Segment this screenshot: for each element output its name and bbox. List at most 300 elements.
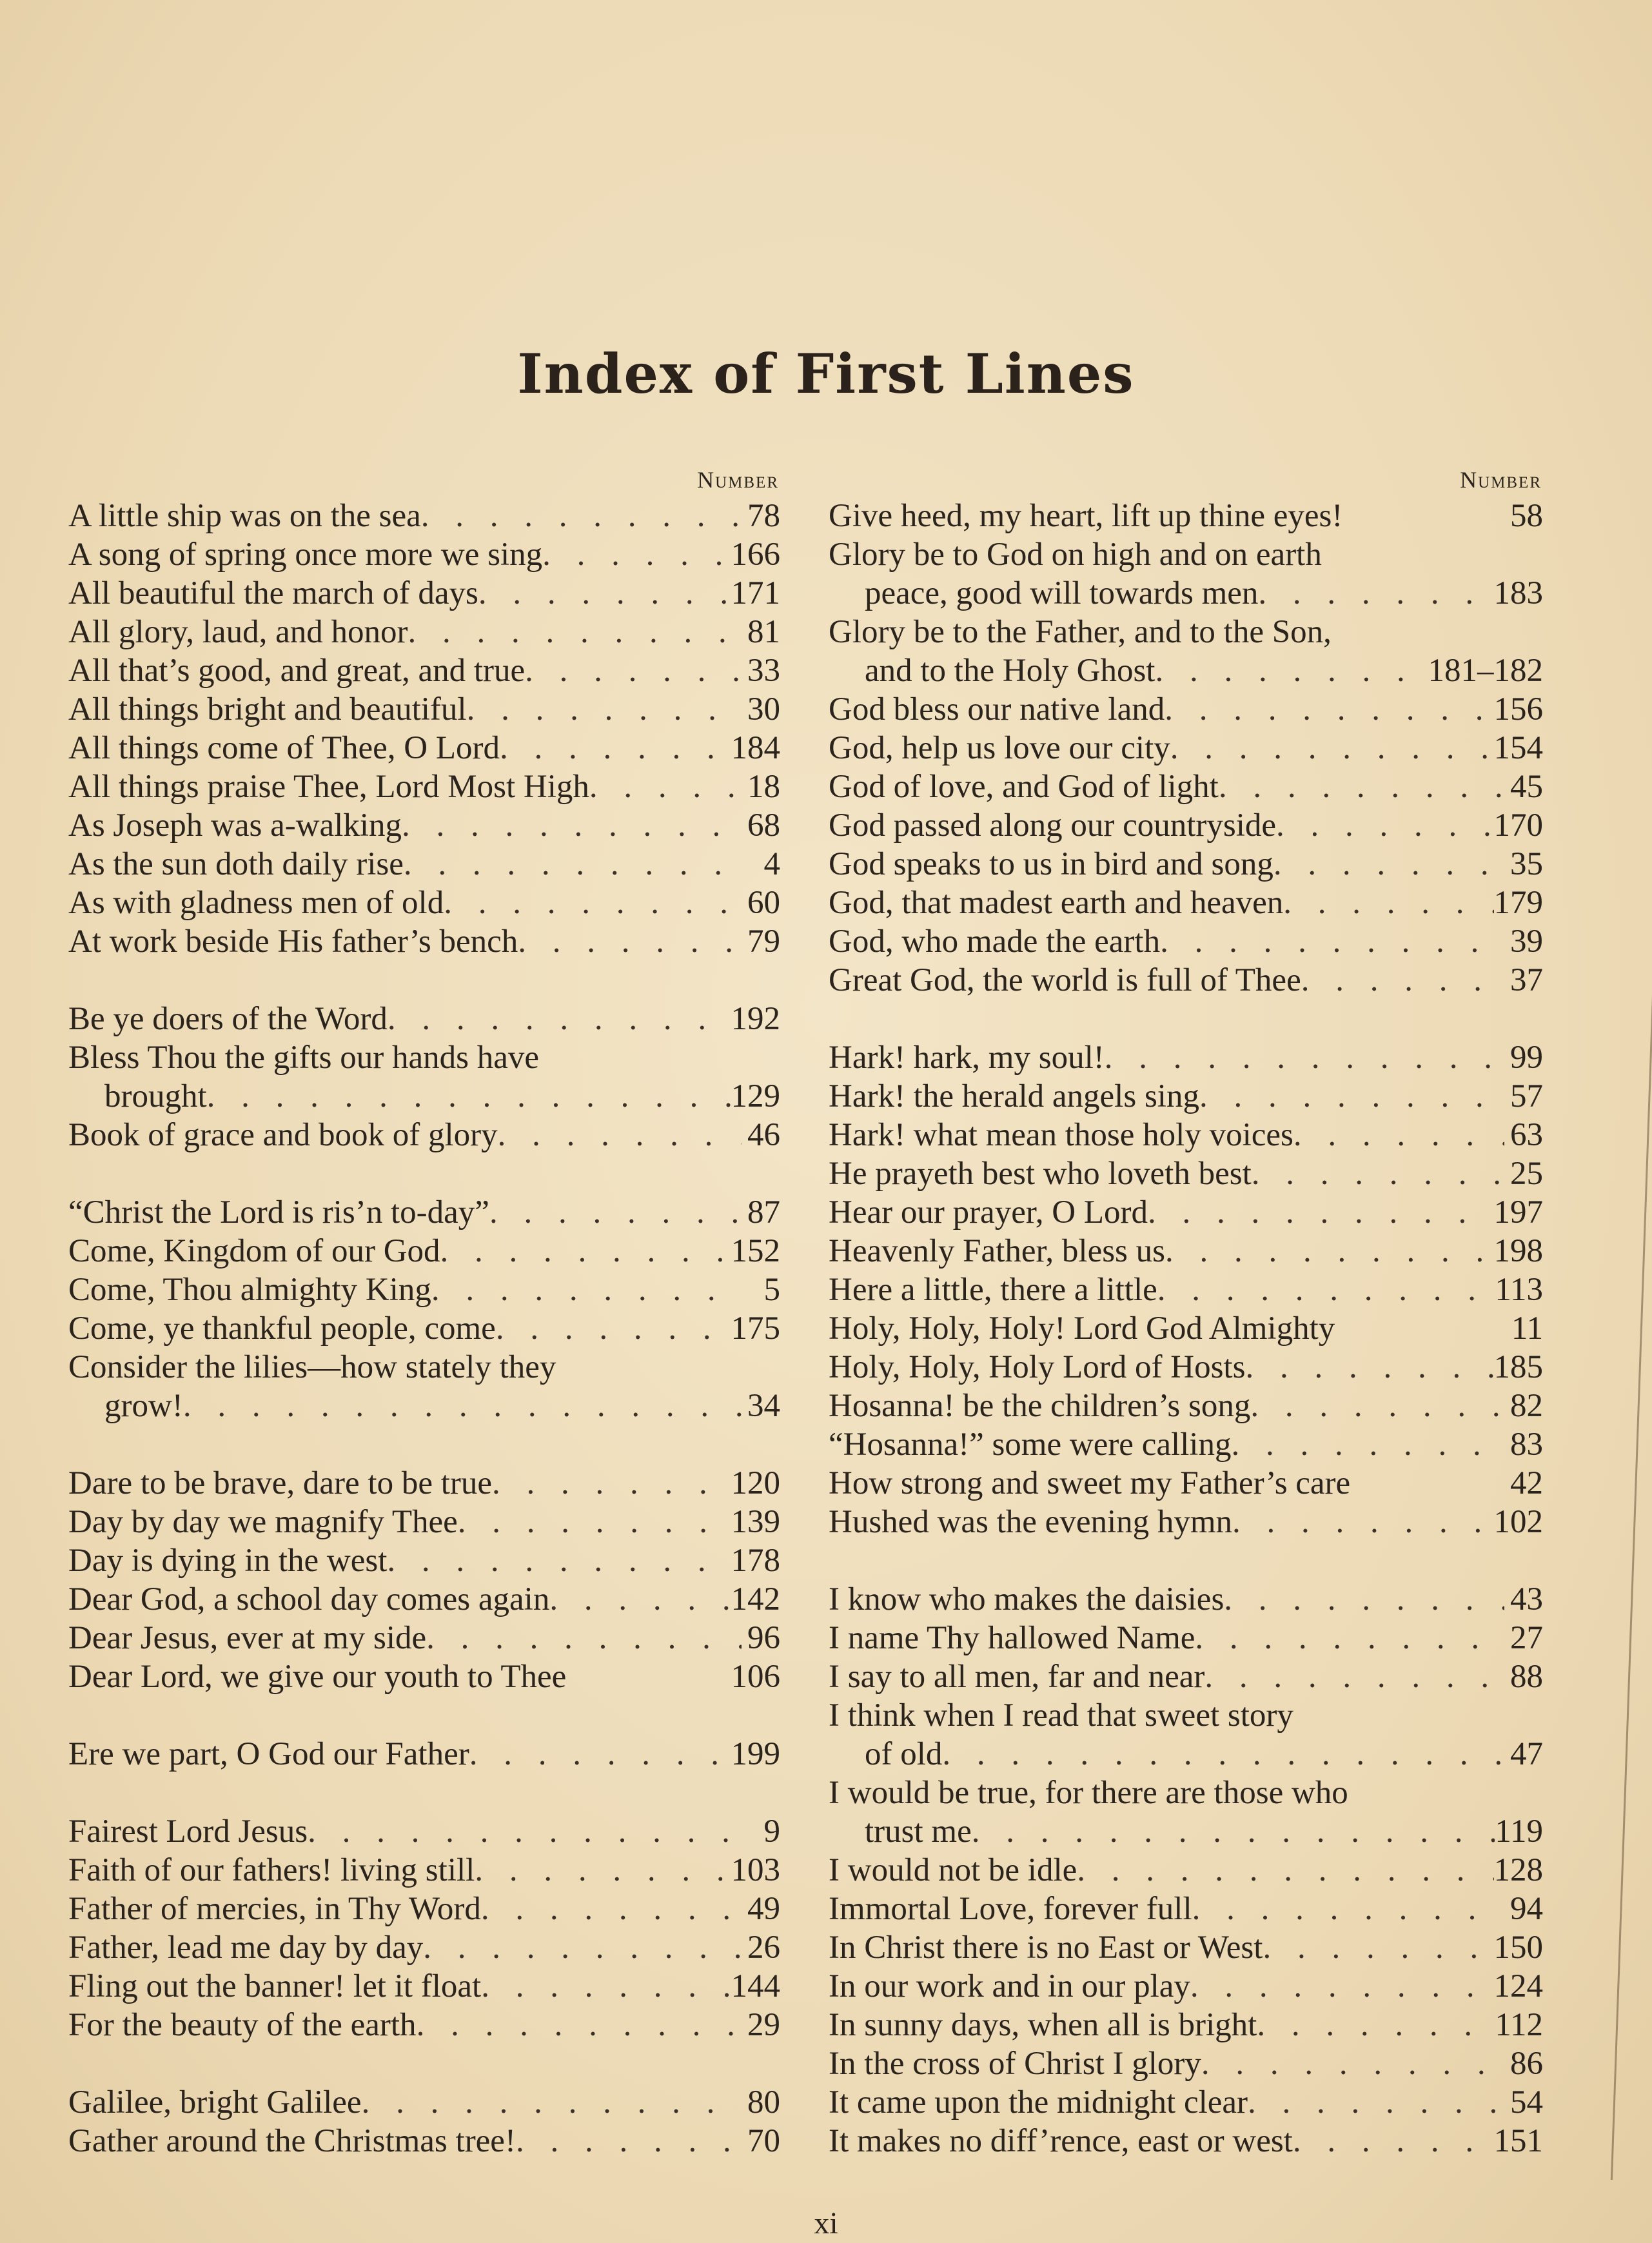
leader-dots	[1248, 2083, 1504, 2122]
index-entry-continuation	[829, 651, 1543, 690]
first-line-text: Hark! the herald angels sing	[829, 1078, 1199, 1114]
leader-dots	[516, 2122, 742, 2160]
leader-dots	[525, 651, 742, 690]
leader-dots	[1192, 1890, 1504, 1928]
leader-dots	[1258, 574, 1493, 613]
first-line-text: In our work and in our play	[829, 1968, 1190, 2004]
first-line-text: Hark! hark, my soul!	[829, 1040, 1105, 1076]
leader-dots	[1273, 845, 1504, 884]
index-entry	[829, 2083, 1543, 2122]
leader-dots	[1205, 1657, 1504, 1696]
hymn-number: 181–182	[1428, 653, 1543, 689]
first-line-text: I would be true, for there are those who	[829, 1775, 1348, 1811]
leader-dots	[1232, 1503, 1493, 1541]
hymn-number: 119	[1495, 1813, 1543, 1850]
index-entry	[68, 690, 780, 729]
index-entry	[829, 1425, 1543, 1464]
first-line-text: All things bright and beautiful	[68, 691, 467, 727]
index-entry	[68, 574, 780, 613]
hymn-number: 46	[747, 1117, 780, 1153]
first-line-text: Immortal Love, forever full	[829, 1891, 1192, 1927]
leader-dots	[467, 690, 742, 729]
hymn-number: 99	[1510, 1040, 1543, 1076]
hymn-number: 34	[747, 1388, 780, 1424]
leader-dots	[402, 806, 742, 845]
index-entry	[68, 1193, 780, 1232]
first-line-text: At work beside His father’s bench	[68, 924, 518, 960]
hymn-number: 88	[1510, 1659, 1543, 1695]
index-entry	[829, 1619, 1543, 1657]
index-entry	[68, 767, 780, 806]
leader-dots	[404, 845, 742, 884]
first-line-text: I would not be idle	[829, 1852, 1077, 1888]
first-line-text: As with gladness men of old	[68, 885, 444, 921]
first-line-text: All things come of Thee, O Lord	[68, 730, 500, 766]
hymn-number: 33	[747, 653, 780, 689]
hymn-number: 185	[1493, 1349, 1543, 1385]
leader-dots	[388, 1000, 731, 1038]
hymn-number: 79	[747, 924, 780, 960]
first-line-text: God bless our native land	[829, 691, 1165, 727]
number-column-header: Number	[697, 467, 779, 493]
section-gap	[68, 2044, 780, 2083]
index-entry	[829, 806, 1543, 845]
index-entry	[829, 1657, 1543, 1696]
first-line-text: As the sun doth daily rise	[68, 846, 404, 882]
hymn-number: 29	[747, 2007, 780, 2043]
first-line-text: grow!	[104, 1388, 183, 1424]
leader-dots	[1190, 1967, 1494, 2006]
index-entry	[829, 1193, 1543, 1232]
index-entry	[68, 1967, 780, 2006]
hymn-number: 94	[1510, 1891, 1543, 1927]
first-line-text: God, help us love our city	[829, 730, 1170, 766]
first-line-text: All that’s good, and great, and true	[68, 653, 526, 689]
index-entry	[829, 1077, 1543, 1116]
hymn-number: 156	[1493, 691, 1543, 727]
leader-dots	[478, 574, 731, 613]
leader-dots	[440, 1232, 731, 1270]
right-index-column	[829, 463, 1543, 2160]
index-entry	[829, 1309, 1543, 1348]
first-line-text: For the beauty of the earth	[68, 2007, 417, 2043]
index-entry	[829, 2122, 1543, 2160]
leader-dots	[408, 613, 742, 651]
leader-dots	[1148, 1193, 1494, 1232]
index-entry	[829, 1038, 1543, 1077]
index-entry	[829, 497, 1543, 535]
first-line-text: Glory be to God on high and on earth	[829, 537, 1322, 573]
leader-dots	[1195, 1619, 1504, 1657]
first-line-text: Holy, Holy, Holy! Lord God Almighty	[829, 1310, 1335, 1347]
leader-dots	[421, 497, 742, 535]
leader-dots	[458, 1503, 731, 1541]
hymn-number: 43	[1510, 1581, 1543, 1617]
first-line-text: Bless Thou the gifts our hands have	[68, 1040, 539, 1076]
section-gap	[68, 961, 780, 1000]
first-line-text: God speaks to us in bird and song	[829, 846, 1273, 882]
first-line-text: Fairest Lord Jesus	[68, 1813, 308, 1850]
hymn-number: 47	[1510, 1736, 1543, 1772]
hymn-number: 30	[747, 691, 780, 727]
first-line-text: I name Thy hallowed Name	[829, 1620, 1195, 1656]
hymn-number: 18	[747, 769, 780, 805]
leader-dots	[1263, 1928, 1493, 1967]
leader-dots	[498, 1116, 742, 1154]
index-entry	[68, 1890, 780, 1928]
first-line-text: I say to all men, far and near	[829, 1659, 1205, 1695]
hymn-number: 26	[747, 1930, 780, 1966]
index-entry	[68, 922, 780, 961]
index-entry	[829, 535, 1543, 574]
hymn-number: 54	[1510, 2084, 1543, 2120]
index-entry	[829, 884, 1543, 922]
leader-dots	[492, 1464, 731, 1503]
first-line-text: Ere we part, O God our Father	[68, 1736, 469, 1772]
hymn-number: 57	[1510, 1078, 1543, 1114]
leader-dots	[417, 2006, 742, 2044]
first-line-text: All glory, laud, and honor	[68, 614, 408, 650]
first-line-text: It makes no diff’rence, east or west	[829, 2123, 1293, 2159]
leader-dots	[942, 1735, 1504, 1774]
hymn-number: 60	[747, 885, 780, 921]
hymn-number: 63	[1510, 1117, 1543, 1153]
leader-dots	[549, 1580, 731, 1619]
leader-dots	[1155, 651, 1428, 690]
first-line-text: Father of mercies, in Thy Word	[68, 1891, 481, 1927]
first-line-text: Hosanna! be the children’s song	[829, 1388, 1251, 1424]
first-line-text: Day is dying in the west	[68, 1543, 388, 1579]
hymn-number: 80	[747, 2084, 780, 2120]
hymn-number: 112	[1495, 2007, 1543, 2043]
section-gap	[829, 1000, 1543, 1038]
hymn-number: 197	[1493, 1194, 1543, 1230]
hymn-number: 49	[747, 1891, 780, 1927]
section-gap	[68, 1425, 780, 1464]
hymn-number: 39	[1510, 924, 1543, 960]
leader-dots	[1157, 1270, 1495, 1309]
hymn-number: 192	[731, 1001, 780, 1037]
hymn-number: 9	[763, 1813, 780, 1850]
hymn-number: 170	[1493, 807, 1543, 844]
index-entry	[829, 1851, 1543, 1890]
index-entry	[68, 1928, 780, 1967]
first-line-text: Here a little, there a little	[829, 1272, 1157, 1308]
index-entry	[68, 613, 780, 651]
first-line-text: Great God, the world is full of Thee	[829, 962, 1301, 998]
leader-dots	[1301, 961, 1504, 1000]
first-line-text: A little ship was on the sea	[68, 498, 421, 534]
leader-dots	[475, 1851, 731, 1890]
leader-dots	[1160, 922, 1504, 961]
leader-dots	[518, 922, 742, 961]
first-line-text: God of love, and God of light	[829, 769, 1219, 805]
hymn-number: 35	[1510, 846, 1543, 882]
first-line-text: As Joseph was a-walking	[68, 807, 402, 844]
first-line-text: “Christ the Lord is ris’n to-day”	[68, 1194, 489, 1230]
hymn-number: 106	[731, 1659, 780, 1695]
index-entry	[68, 1580, 780, 1619]
section-gap	[68, 1774, 780, 1812]
index-entry-continuation	[829, 1735, 1543, 1774]
first-line-text: Dear Lord, we give our youth to Thee	[68, 1659, 567, 1695]
first-line-text: Dear God, a school day comes again	[68, 1581, 550, 1617]
leader-dots	[1199, 1077, 1504, 1116]
first-line-text: Book of grace and book of glory	[68, 1117, 498, 1153]
left-index-list	[68, 497, 780, 2160]
hymn-number: 70	[747, 2123, 780, 2159]
leader-dots	[496, 1309, 731, 1348]
index-entry	[68, 884, 780, 922]
leader-dots	[1105, 1038, 1504, 1077]
hymn-number: 128	[1493, 1852, 1543, 1888]
first-line-text: In sunny days, when all is bright	[829, 2007, 1257, 2043]
first-line-text: Holy, Holy, Holy Lord of Hosts	[829, 1349, 1246, 1385]
index-entry	[68, 1000, 780, 1038]
hymn-number: 199	[731, 1736, 780, 1772]
leader-dots	[1245, 1348, 1493, 1387]
index-entry	[829, 1967, 1543, 2006]
hymn-number: 58	[1510, 498, 1543, 534]
first-line-text: God, who made the earth	[829, 924, 1161, 960]
index-entry	[829, 922, 1543, 961]
index-entry	[68, 651, 780, 690]
leader-dots	[1293, 2122, 1494, 2160]
index-entry	[829, 1116, 1543, 1154]
hymn-number: 183	[1493, 575, 1543, 611]
index-entry	[68, 806, 780, 845]
hymn-number: 81	[747, 614, 780, 650]
index-entry	[829, 1696, 1543, 1735]
first-line-text: All things praise Thee, Lord Most High	[68, 769, 589, 805]
number-column-header: Number	[1460, 467, 1542, 493]
hymn-number: 42	[1510, 1465, 1543, 1501]
hymn-number: 83	[1510, 1427, 1543, 1463]
index-entry	[68, 1038, 780, 1077]
left-index-column	[68, 463, 780, 2160]
first-line-text: Gather around the Christmas tree!	[68, 2123, 516, 2159]
index-entry	[829, 613, 1543, 651]
index-entry	[68, 1309, 780, 1348]
first-line-text: In the cross of Christ I glory	[829, 2046, 1201, 2082]
index-entry	[829, 961, 1543, 1000]
leader-dots	[1224, 1580, 1504, 1619]
leader-dots	[1170, 729, 1494, 767]
leader-dots	[469, 1735, 731, 1774]
hymn-number: 179	[1493, 885, 1543, 921]
index-entry	[829, 1154, 1543, 1193]
first-line-text: I know who makes the daisies	[829, 1581, 1224, 1617]
first-line-text: trust me	[865, 1813, 972, 1850]
index-entry	[829, 729, 1543, 767]
hymn-number: 37	[1510, 962, 1543, 998]
first-line-text: A song of spring once more we sing	[68, 537, 543, 573]
first-line-text: It came upon the midnight clear	[829, 2084, 1248, 2120]
hymn-number: 86	[1510, 2046, 1543, 2082]
index-entry	[68, 1657, 780, 1696]
index-entry	[829, 1270, 1543, 1309]
leader-dots	[423, 1928, 742, 1967]
first-line-text: I think when I read that sweet story	[829, 1697, 1293, 1734]
hymn-number: 175	[731, 1310, 780, 1347]
first-line-text: How strong and sweet my Father’s care	[829, 1465, 1351, 1501]
index-entry	[68, 1348, 780, 1387]
hymn-number: 11	[1511, 1310, 1543, 1347]
hymn-number: 139	[731, 1504, 780, 1540]
leader-dots	[431, 1270, 742, 1309]
index-entry	[68, 1503, 780, 1541]
first-line-text: Come, Thou almighty King	[68, 1272, 431, 1308]
hymn-number: 27	[1510, 1620, 1543, 1656]
hymn-number: 144	[731, 1968, 780, 2004]
leader-dots	[972, 1812, 1495, 1851]
index-entry	[829, 767, 1543, 806]
first-line-text: peace, good will towards men	[865, 575, 1259, 611]
index-entry	[68, 1464, 780, 1503]
first-line-text: Give heed, my heart, lift up thine eyes!	[829, 498, 1343, 534]
leader-dots	[481, 1967, 731, 2006]
section-gap	[68, 1154, 780, 1193]
hymn-number: 142	[731, 1581, 780, 1617]
index-entry	[68, 1619, 780, 1657]
hymn-number: 87	[747, 1194, 780, 1230]
first-line-text: brought	[104, 1078, 207, 1114]
leader-dots	[1165, 690, 1493, 729]
index-entry	[68, 1735, 780, 1774]
first-line-text: Faith of our fathers! living still	[68, 1852, 475, 1888]
first-line-text: Dear Jesus, ever at my side	[68, 1620, 427, 1656]
leader-dots	[500, 729, 731, 767]
index-entry	[829, 1928, 1543, 1967]
first-line-text: Glory be to the Father, and to the Son,	[829, 614, 1332, 650]
leader-dots	[589, 767, 742, 806]
hymn-number: 4	[763, 846, 780, 882]
first-line-text: Day by day we magnify Thee	[68, 1504, 458, 1540]
index-entry	[68, 1851, 780, 1890]
index-entry	[68, 2006, 780, 2044]
hymn-number: 102	[1493, 1504, 1543, 1540]
index-entry	[68, 2122, 780, 2160]
index-entry	[829, 2044, 1543, 2083]
hymn-number: 151	[1493, 2123, 1543, 2159]
index-entry	[829, 1387, 1543, 1425]
hymn-number: 78	[747, 498, 780, 534]
index-entry	[829, 845, 1543, 884]
hymn-number: 124	[1493, 1968, 1543, 2004]
index-entry	[68, 729, 780, 767]
first-line-text: Dare to be brave, dare to be true	[68, 1465, 492, 1501]
leader-dots	[542, 535, 731, 574]
hymn-number: 152	[731, 1233, 780, 1269]
index-entry	[68, 497, 780, 535]
hymn-number: 171	[731, 575, 780, 611]
leader-dots	[1252, 1154, 1504, 1193]
first-line-text: “Hosanna!” some were calling	[829, 1427, 1232, 1463]
right-index-list	[829, 497, 1543, 2160]
hymn-number: 120	[731, 1465, 780, 1501]
hymn-number: 5	[763, 1272, 780, 1308]
first-line-text: Hushed was the evening hymn	[829, 1504, 1233, 1540]
first-line-text: Hear our prayer, O Lord	[829, 1194, 1148, 1230]
leader-dots	[1293, 1116, 1504, 1154]
first-line-text: Consider the lilies—how stately they	[68, 1349, 556, 1385]
hymn-number: 113	[1495, 1272, 1543, 1308]
leader-dots	[1250, 1387, 1504, 1425]
hymn-number: 103	[731, 1852, 780, 1888]
leader-dots	[1231, 1425, 1504, 1464]
hymn-number: 82	[1510, 1388, 1543, 1424]
hymn-number: 96	[747, 1620, 780, 1656]
index-entry	[68, 1541, 780, 1580]
index-entry	[829, 1348, 1543, 1387]
index-entry-continuation	[829, 574, 1543, 613]
section-gap	[829, 1541, 1543, 1580]
index-entry	[829, 1503, 1543, 1541]
leader-dots	[183, 1387, 742, 1425]
first-line-text: Galilee, bright Galilee	[68, 2084, 362, 2120]
index-entry	[68, 845, 780, 884]
hymn-number: 178	[731, 1543, 780, 1579]
first-line-text: God, that madest earth and heaven	[829, 885, 1284, 921]
first-line-text: In Christ there is no East or West	[829, 1930, 1263, 1966]
index-entry	[68, 1232, 780, 1270]
index-entry	[68, 2083, 780, 2122]
index-entry	[68, 1270, 780, 1309]
first-line-text: Be ye doers of the Word	[68, 1001, 388, 1037]
section-gap	[68, 1696, 780, 1735]
leader-dots	[387, 1541, 731, 1580]
hymn-number: 45	[1510, 769, 1543, 805]
leader-dots	[207, 1077, 731, 1116]
hymn-number: 184	[731, 730, 780, 766]
leader-dots	[308, 1812, 742, 1851]
leader-dots	[1257, 2006, 1495, 2044]
leader-dots	[444, 884, 742, 922]
index-entry	[829, 1774, 1543, 1812]
leader-dots	[1201, 2044, 1504, 2083]
index-entry	[829, 1464, 1543, 1503]
first-line-text: and to the Holy Ghost	[865, 653, 1155, 689]
index-entry	[68, 535, 780, 574]
leader-dots	[1283, 884, 1493, 922]
leader-dots	[426, 1619, 742, 1657]
hymn-number: 150	[1493, 1930, 1543, 1966]
hymn-number: 154	[1493, 730, 1543, 766]
leader-dots	[489, 1193, 742, 1232]
index-entry	[829, 2006, 1543, 2044]
hymn-number: 68	[747, 807, 780, 844]
first-line-text: Come, Kingdom of our God	[68, 1233, 440, 1269]
index-entry	[829, 1232, 1543, 1270]
leader-dots	[1276, 806, 1493, 845]
first-line-text: All beautiful the march of days	[68, 575, 478, 611]
first-line-text: of old	[865, 1736, 943, 1772]
page-title: Index of First Lines	[517, 342, 1135, 406]
first-line-text: God passed along our countryside	[829, 807, 1277, 844]
first-line-text: Hark! what mean those holy voices	[829, 1117, 1293, 1153]
leader-dots	[1165, 1232, 1493, 1270]
first-line-text: Fling out the banner! let it float	[68, 1968, 482, 2004]
hymn-number: 129	[731, 1078, 780, 1114]
index-entry	[829, 1580, 1543, 1619]
page-number: xi	[814, 2206, 838, 2240]
first-line-text: Father, lead me day by day	[68, 1930, 424, 1966]
index-entry-continuation	[68, 1387, 780, 1425]
hymn-number: 25	[1510, 1156, 1543, 1192]
hymn-number: 166	[731, 537, 780, 573]
index-entry-continuation	[68, 1077, 780, 1116]
leader-dots	[1077, 1851, 1493, 1890]
